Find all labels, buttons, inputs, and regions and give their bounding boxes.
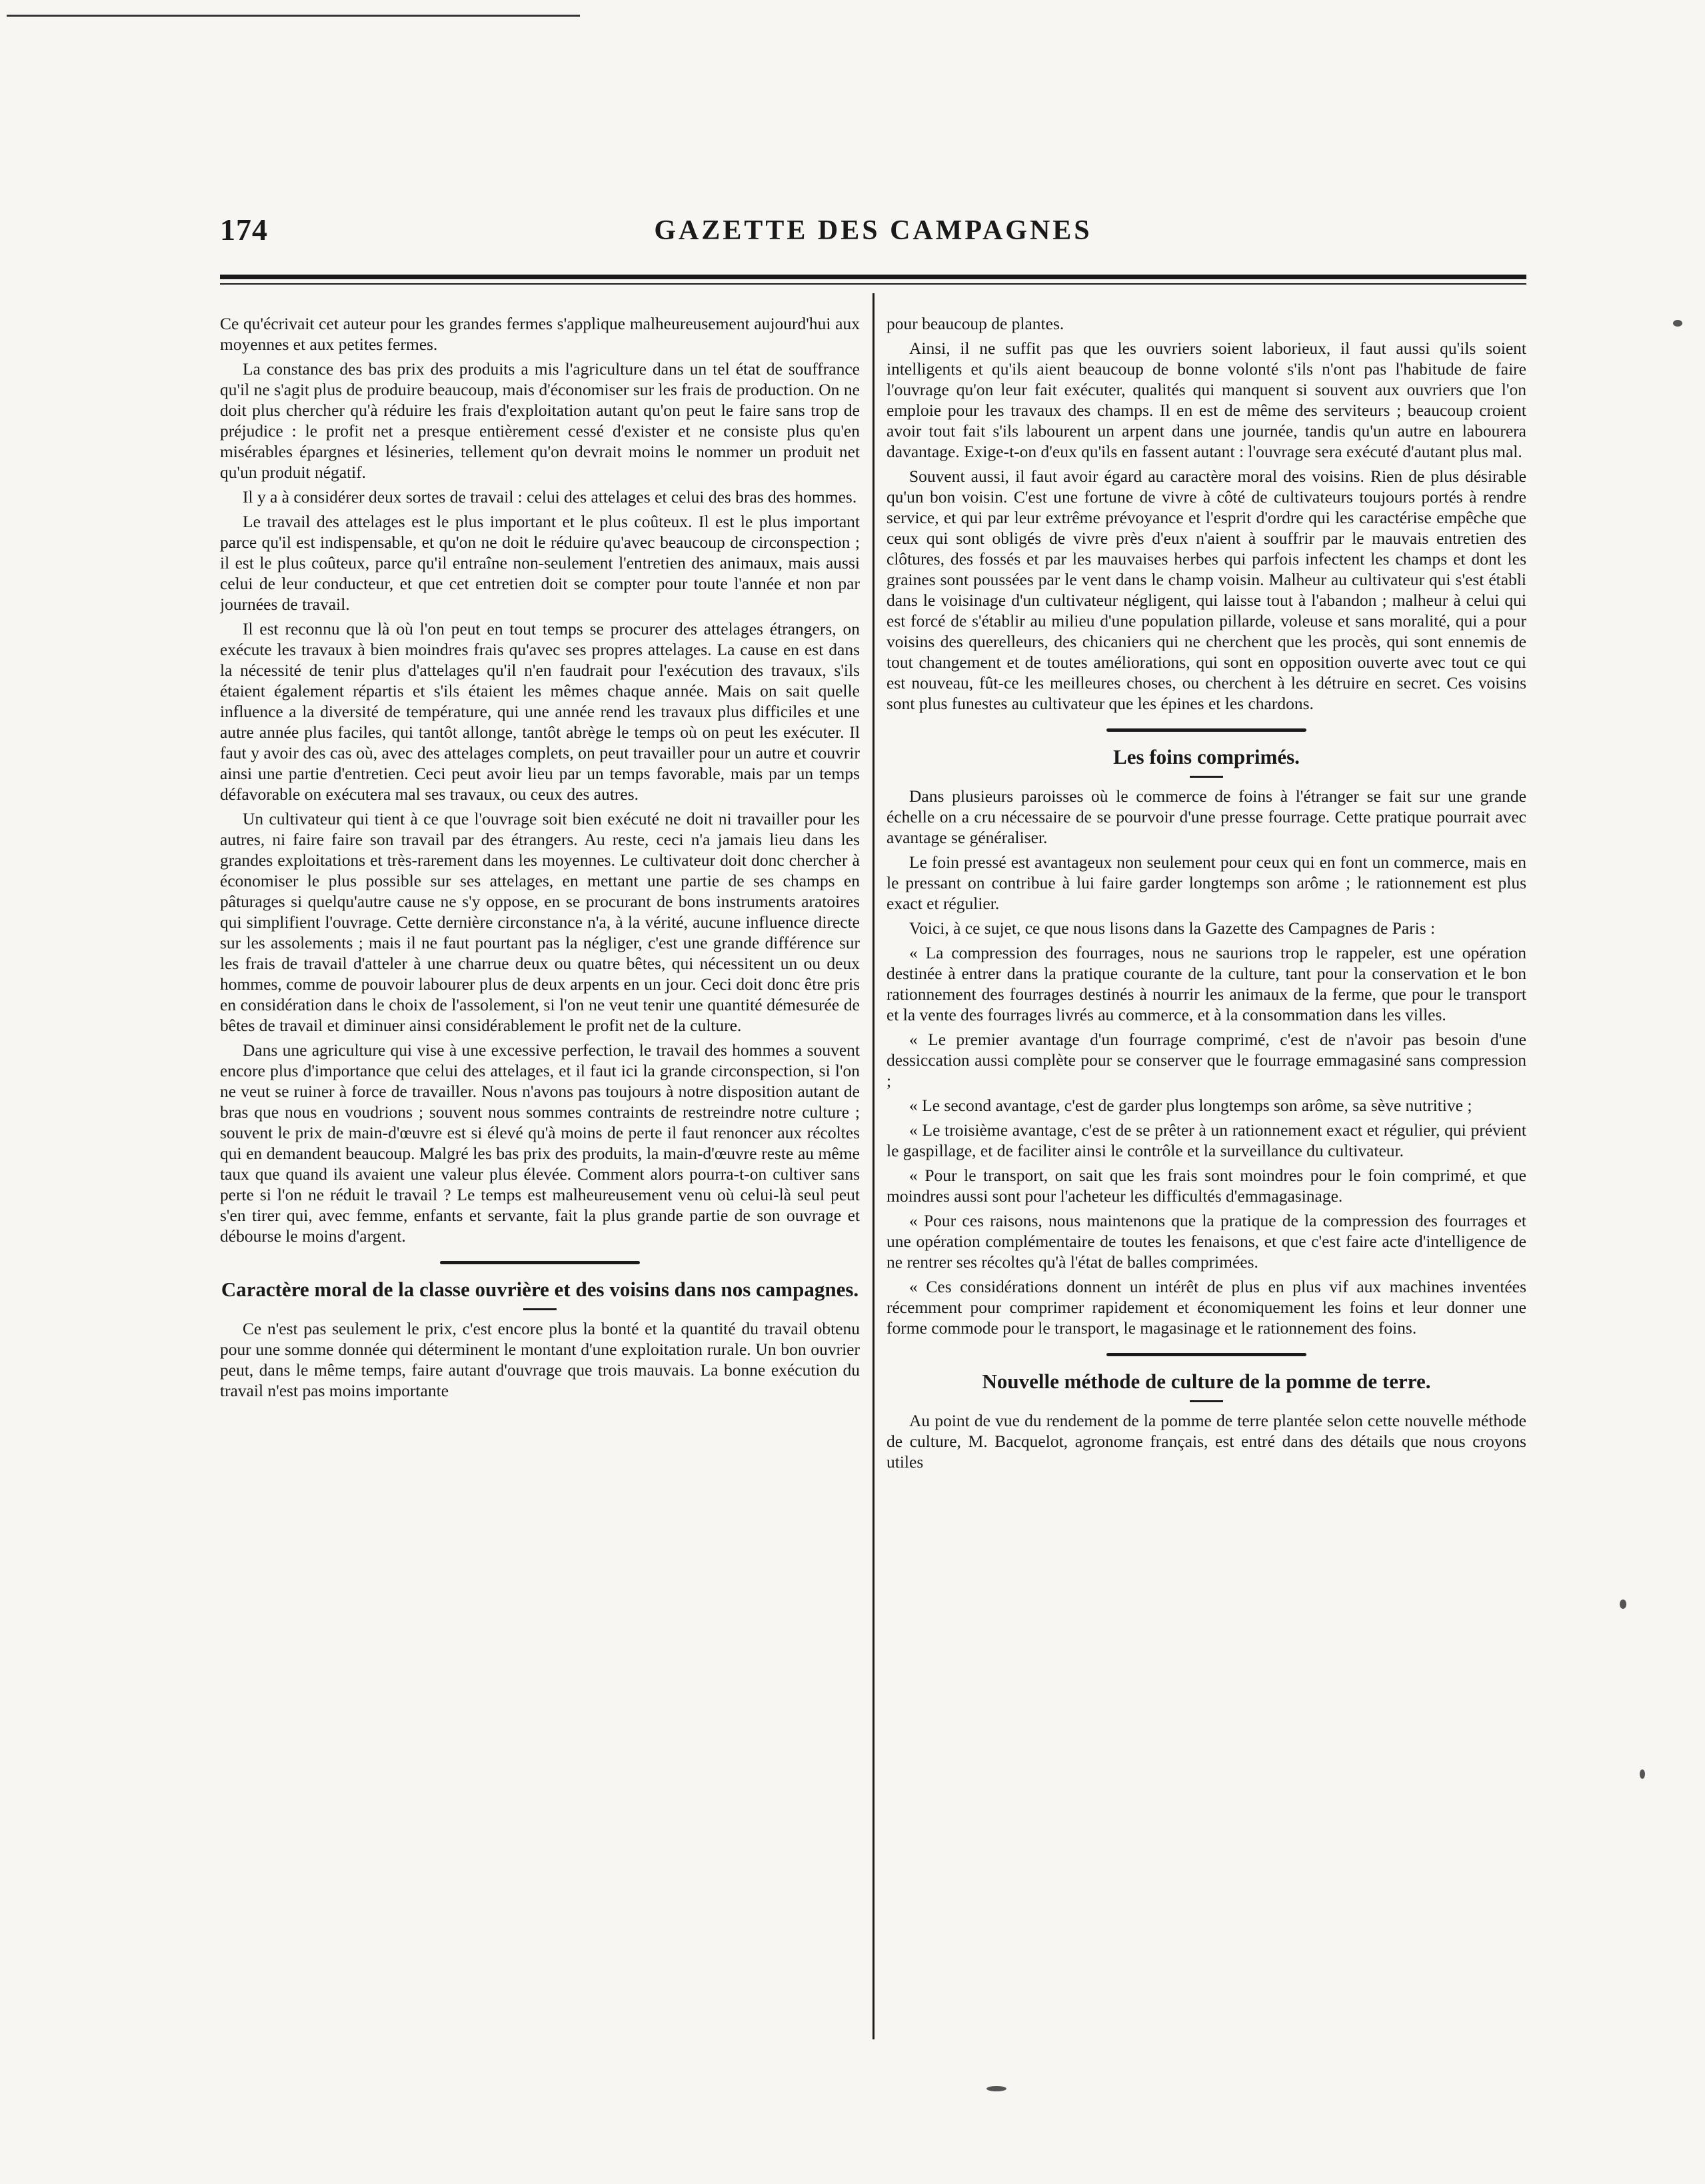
section-title-pomme-de-terre: Nouvelle méthode de culture de la pomme de terre. (982, 1370, 1431, 1393)
paragraph: Le foin pressé est avantageux non seulement pour ceux qui en font un commerce, mais en le pressant on contribue à lui faire garder longtemps son arôme ; le rationnement est plus exact et régulier. (886, 852, 1526, 913)
paragraph: Souvent aussi, il faut avoir égard au caractère moral des voisins. Rien de plus désirable qu'un bon voisin. C'est une fortune de vivre à côté de cultivateurs toujours portés à rendre service, et qui par leur extrême prévoyance et l'esprit d'ordre qui les caractérise empêche que ceux qui sont obligés de vivre près d'eux n'aient à souffrir par le mauvais entretien des clôtures, des fossés et par les mauvaises herbes qui parfois infectent les champs et dont les graines sont poussées par le vent dans le champ voisin. Malheur au cultivateur qui s'est établi dans le voisinage d'un cultivateur négligent, qui laisse tout à l'abandon ; malheur à celui qui est forcé de s'établir au milieu d'une population pillarde, voleuse et sans moralité, qui a pour voisins des querelleurs, des chicaniers qui ne cherchent que les procès, qui sont ennemis de tout changement et de toutes améliorations, qui sont en opposition ouverte avec tout ce qui est nouveau, fût-ce les meilleures choses, ou cherchent à les détruire en secret. Ces voisins sont plus funestes au cultivateur que les épines et les chardons. (886, 467, 1526, 713)
paragraph: Le travail des attelages est le plus important et le plus coûteux. Il est le plus important parce qu'il est indispensable, et qu'on ne doit le réduire qu'avec beaucoup de circonspection ; il est le plus coûteux, parce qu'il entraîne non-seulement l'entretien des animaux, mais aussi celui de leur conducteur, et que cet entretien doit se compter pour toute l'année et non par journées de travail. (220, 512, 860, 614)
paragraph: Un cultivateur qui tient à ce que l'ouvrage soit bien exécuté ne doit ni travailler pour les autres, ni faire faire son travail par des étrangers. Au reste, ceci n'a jamais lieu dans les grandes exploitations et très-rarement dans les moyennes. Le cultivateur doit donc chercher à économiser le plus possible sur ses attelages, en mettant une partie de ses champs en pâturages si quelqu'autre cause ne s'y oppose, en se procurant de bons instruments aratoires qui simplifient l'ouvrage. Cette dernière circonstance n'a, à la vérité, aucune influence directe sur les assolements ; mais il ne faut pourtant pas la négliger, c'est une grande différence sur les frais de travail d'atteler à une charrue deux ou quatre bêtes, qui nécessitent un ou deux hommes, comme de pouvoir labourer plus de deux arpents en un jour. Ceci doit donc être pris en considération dans le choix de l'assolement, si l'on ne veut tenir une quantité démesurée de bêtes de travail et diminuer ainsi considérablement le profit net de la culture. (220, 809, 860, 1035)
section-rule (1106, 728, 1306, 732)
paragraph: Ce qu'écrivait cet auteur pour les grandes fermes s'applique malheureusement aujourd'hui aux moyennes et aux petites fermes. (220, 314, 860, 354)
column-divider (872, 293, 874, 2039)
paragraph: Au point de vue du rendement de la pomme de terre plantée selon cette nouvelle méthode de culture, M. Bacquelot, agronome français, est entré dans des détails que nous croyons utiles (886, 1411, 1526, 1472)
section-title-caractere-moral: Caractère moral de la classe ouvrière et des voisins dans nos campagnes. (221, 1278, 859, 1301)
paragraph: Dans plusieurs paroisses où le commerce de foins à l'étranger se fait sur une grande échelle on a cru nécessaire de se pourvoir d'une presse fourrage. Cette pratique pourrait avec avantage se généraliser. (886, 786, 1526, 847)
scan-artifact-line (7, 15, 580, 17)
quote-paragraph: « Ces considérations donnent un intérêt de plus en plus vif aux machines inventées récemment pour comprimer rapidement et économiquement les foins et leur donner une forme commode pour le transport, le magasinage et le rationnement des foins. (886, 1277, 1526, 1338)
section-short-rule (1190, 1400, 1223, 1402)
quote-paragraph: « Le troisième avantage, c'est de se prêter à un rationnement exact et régulier, qui prévient le gaspillage, et de faciliter ainsi le contrôle et la surveillance du cultivateur. (886, 1120, 1526, 1160)
quote-paragraph: « Le premier avantage d'un fourrage comprimé, c'est de n'avoir pas besoin d'une dessiccation aussi complète pour se conserver que le fourrage emmagasiné sans compression ; (886, 1030, 1526, 1090)
paragraph: La constance des bas prix des produits a mis l'agriculture dans un tel état de souffrance qu'il ne s'agit plus de produire beaucoup, mais d'économiser sur les frais de production. On ne doit plus chercher qu'à réduire les frais d'exploitation autant qu'on peut le faire sans trop de préjudice : le profit net a presque entièrement cessé d'exister et ne consiste plus qu'en misérables épargnes et lésineries, tellement qu'on devrait moins le nommer un produit net qu'un produit négatif. (220, 359, 860, 482)
section-short-rule (523, 1308, 557, 1310)
header-rule-thick (220, 275, 1526, 279)
left-column (220, 313, 860, 2039)
quote-paragraph: « Le second avantage, c'est de garder plus longtemps son arôme, sa sève nutritive ; (909, 1096, 1472, 1115)
scan-speck (1620, 1600, 1626, 1609)
section-short-rule (1190, 776, 1223, 778)
paragraph: Voici, à ce sujet, ce que nous lisons dans la Gazette des Campagnes de Paris : (909, 918, 1436, 938)
paragraph: Il y a à considérer deux sortes de travail : celui des attelages et celui des bras des hommes. (243, 487, 857, 507)
paragraph: Il est reconnu que là où l'on peut en tout temps se procurer des attelages étrangers, on exécute les travaux à bien moindres frais qu'avec ses propres attelages. La cause en est dans la nécessité de tenir plus d'attelages qu'il n'en faudrait pour l'exécution des travaux, s'ils étaient également répartis et s'ils étaient les mêmes chaque année. Mais on sait quelle influence a la diversité de température, qui une année rend les travaux plus difficiles et une autre année plus faciles, qui tantôt allonge, tantôt abrège le temps où on peut les exécuter. Il faut y avoir des cas où, avec des attelages complets, on peut travailler pour un autre et couvrir ainsi une partie d'entretien. Ceci peut avoir lieu par un temps favorable, mais par un temps défavorable on exécutera mal ses travaux, ou ceux des autres. (220, 619, 860, 804)
paragraph: Dans une agriculture qui vise à une excessive perfection, le travail des hommes a souvent encore plus d'importance que celui des attelages, et il faut ici la grande circonspection, si l'on ne veut se ruiner à force de travailler. Nous n'avons pas toujours à notre disposition autant de bras que nous en voudrions ; souvent nous sommes contraints de restreindre notre culture ; souvent le prix de main-d'œuvre est si élevé qu'à moins de perte il faut renoncer aux récoltes qui en demandent beaucoup. Malgré les bas prix des produits, la main-d'œuvre reste au même taux que quand ils avaient une valeur plus élevée. Comment alors pourra-t-on cultiver sans perte si l'on ne réduit le travail ? Le temps est malheureusement venu où celui-là seul peut s'en tirer qui, avec femme, enfants et servante, fait la plus grande partie de son ouvrage et débourse le moins d'argent. (220, 1040, 860, 1246)
header-rule-thin (220, 283, 1526, 285)
paragraph: Ainsi, il ne suffit pas que les ouvriers soient laborieux, il faut aussi qu'ils soient intelligents et qu'ils aient beaucoup de bonne volonté s'ils n'ont pas l'habitude de faire l'ouvrage qu'on leur fait exécuter, qualités qui manquent si souvent aux ouvriers que l'on emploie pour les travaux des champs. Il en est de même des serviteurs ; beaucoup croient avoir tout fait s'ils labourent un arpent dans une journée, tandis qu'un autre en labourera davantage. Exige-t-on d'eux qu'ils en fassent autant : l'ouvrage sera exécuté d'autant plus mal. (886, 339, 1526, 461)
section-rule (1106, 1353, 1306, 1356)
quote-paragraph: « Pour le transport, on sait que les frais sont moindres pour le foin comprimé, et que moindres aussi sont pour l'acheteur les difficultés d'emmagasinage. (886, 1166, 1526, 1206)
page-number: 174 (220, 213, 268, 247)
page-header (220, 212, 1526, 252)
right-column (886, 313, 1526, 2039)
section-title-foins-comprimes: Les foins comprimés. (1113, 745, 1300, 768)
journal-title: GAZETTE DES CAMPAGNES (654, 215, 1092, 246)
scan-speck (1673, 320, 1682, 327)
scan-speck (1640, 1769, 1645, 1779)
paragraph-continuation: pour beaucoup de plantes. (886, 314, 1064, 333)
quote-paragraph: « Pour ces raisons, nous maintenons que la pratique de la compression des fourrages et une opération complémentaire de toutes les fenaisons, et que c'est faire acte d'intelligence de ne rentrer ses récoltes qu'à l'état de balles comprimées. (886, 1211, 1526, 1272)
scan-speck (986, 2086, 1006, 2091)
section-rule (440, 1261, 640, 1264)
paragraph: Ce n'est pas seulement le prix, c'est encore plus la bonté et la quantité du travail obtenu pour une somme donnée qui déterminent le montant d'une exploitation rurale. Un bon ouvrier peut, dans le même temps, faire autant d'ouvrage que trois mauvais. La bonne exécution du travail n'est pas moins importante (220, 1319, 860, 1400)
quote-paragraph: « La compression des fourrages, nous ne saurions trop le rappeler, est une opération destinée à entrer dans la pratique courante de la culture, tant pour la conservation et le bon rationnement des fourrages destinés à nourrir les animaux de la ferme, que pour le transport et la vente des fourrages livrés au commerce, et à la consommation dans les villes. (886, 943, 1526, 1024)
